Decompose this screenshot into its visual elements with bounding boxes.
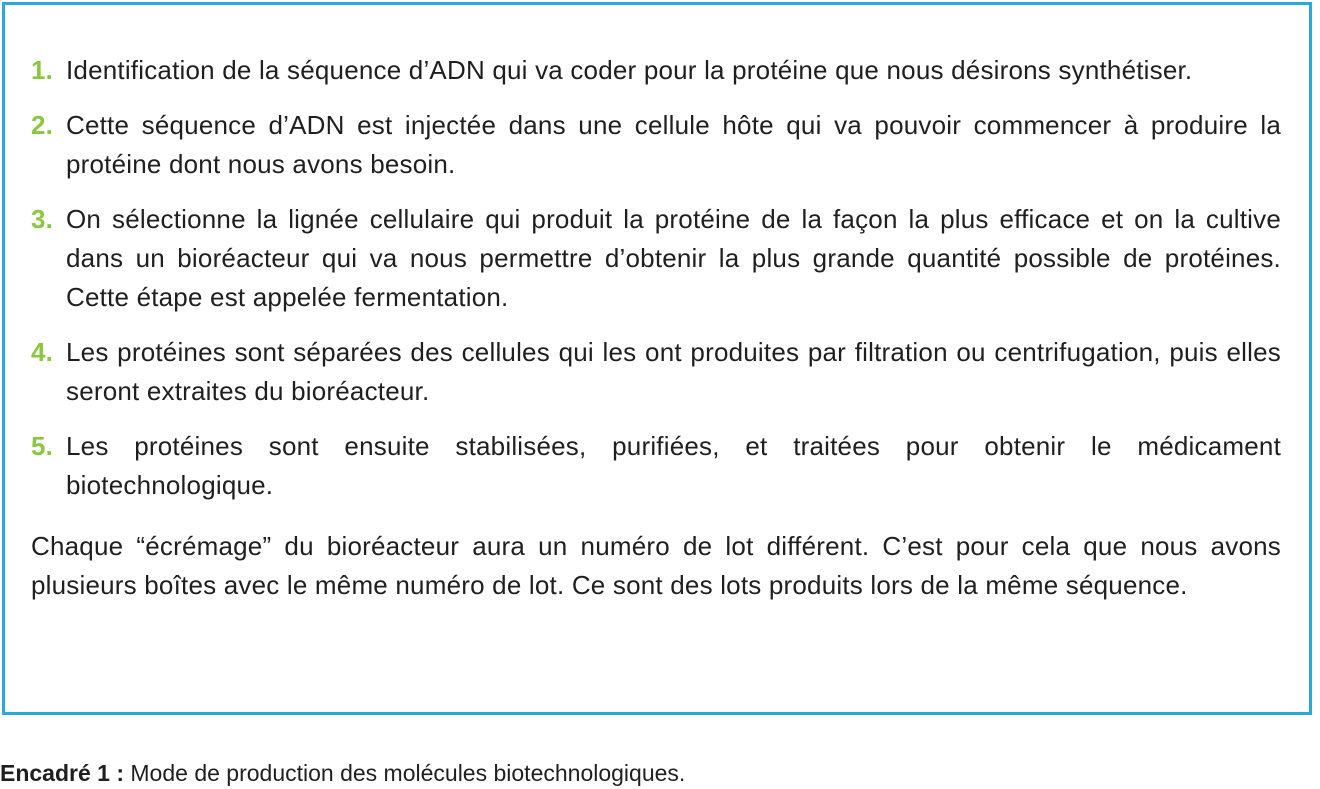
step-number: 1.: [31, 55, 54, 85]
figure-caption: [0, 758, 685, 788]
step-item-2: [31, 106, 1281, 184]
step-text: On sélectionne la lignée cellulaire qui produit la protéine de la façon la plus efficace et on la cultive dans un bioréacteur qui va nous permettre d’obtenir la plus grande quantité possible de protéines. Cette étape est appelée fermentation.: [66, 204, 1281, 312]
step-number: 4.: [31, 337, 54, 367]
step-text: Les protéines sont séparées des cellules qui les ont produites par filtration ou centrifugation, puis elles seront extraites du bioréacteur.: [66, 337, 1281, 406]
step-item-4: [31, 333, 1281, 411]
step-text: Cette séquence d’ADN est injectée dans une cellule hôte qui va pouvoir commencer à produire la protéine dont nous avons besoin.: [66, 110, 1281, 179]
info-box: [2, 2, 1312, 715]
caption-text: Mode de production des molécules biotechnologiques.: [124, 760, 686, 786]
step-number: 5.: [31, 431, 54, 461]
step-item-1: [31, 51, 1281, 90]
lot-note-paragraph: Chaque “écrémage” du bioréacteur aura un numéro de lot différent. C’est pour cela que nous avons plusieurs boîtes avec le même numéro de lot. Ce sont des lots produits lors de la même séquence.: [31, 531, 1281, 600]
step-number: 3.: [31, 204, 54, 234]
step-item-3: [31, 200, 1281, 317]
step-item-5: [31, 427, 1281, 505]
step-number: 2.: [31, 110, 54, 140]
production-steps-list: [31, 51, 1281, 505]
step-text: Identification de la séquence d’ADN qui va coder pour la protéine que nous désirons synthétiser.: [66, 55, 1193, 85]
step-text: Les protéines sont ensuite stabilisées, purifiées, et traitées pour obtenir le médicament biotechnologique.: [66, 431, 1281, 500]
caption-label: Encadré 1 :: [0, 760, 124, 786]
